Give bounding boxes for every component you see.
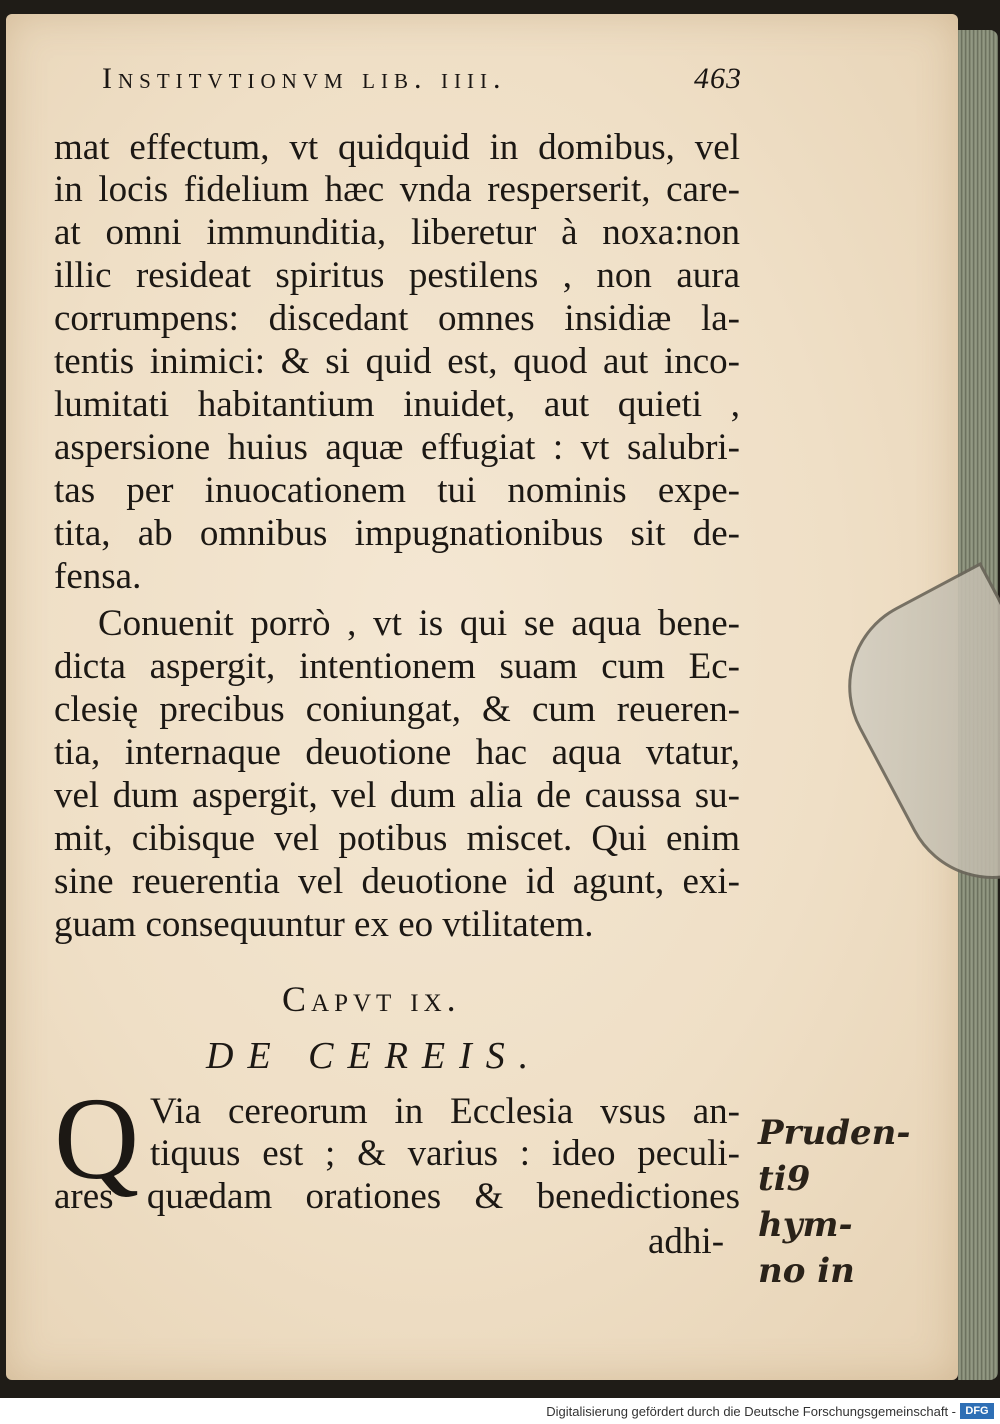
dfg-logo: DFG	[960, 1403, 994, 1419]
text-line: tas per inuocationem tui nominis expe-	[54, 470, 740, 511]
text-line: corrumpens: discedant omnes insidiæ la-	[54, 298, 740, 339]
text-line: tita, ab omnibus impugnationibus sit de-	[54, 513, 740, 554]
footer-credit: Digitalisierung gefördert durch die Deutsche Forschungsgemeinschaft -	[546, 1404, 956, 1419]
text-line: guam consequuntur ex eo vtilitatem.	[54, 904, 594, 945]
text-line: illic resideat spiritus pestilens , non aura	[54, 255, 740, 296]
text-line: fensa.	[54, 556, 142, 597]
footer-bar	[0, 1398, 1000, 1424]
text-line: tentis inimici: & si quid est, quod aut inco-	[54, 341, 740, 382]
chapter-heading-text: Capvt ix.	[282, 979, 461, 1019]
running-header	[102, 62, 742, 96]
chapter-subtitle: DE CEREIS.	[206, 1035, 543, 1077]
drop-cap: Q	[54, 1073, 140, 1204]
chapter-line: Via cereorum in Ecclesia vsus an-	[150, 1091, 740, 1132]
running-title: Institvtionvm lib. iiii.	[102, 62, 507, 95]
text-line: lumitati habitantium inuidet, aut quieti ,	[54, 384, 740, 425]
text-line: aspersione huius aquæ effugiat : vt salubri-	[54, 427, 740, 468]
text-line: at omni immunditia, liberetur à noxa:non	[54, 212, 740, 253]
chapter-line: tiquus est ; & varius : ideo peculi-	[150, 1133, 740, 1174]
text-line: tia, internaque deuotione hac aqua vtatur,	[54, 732, 740, 773]
text-line: mit, cibisque vel potibus miscet. Qui enim	[54, 818, 740, 859]
text-line: mat effectum, vt quidquid in domibus, vel	[54, 127, 740, 168]
text-line: Conuenit porrò , vt is qui se aqua bene-	[98, 603, 740, 644]
text-line: vel dum aspergit, vel dum alia de caussa su-	[54, 775, 740, 816]
text-line: dicta aspergit, intentionem suam cum Ec-	[54, 646, 740, 687]
text-line: clesię precibus coniungat, & cum reueren-	[54, 689, 740, 730]
catchword: adhi-	[648, 1221, 725, 1262]
margin-note: Pruden- ti9 hym- no in	[758, 1113, 911, 1291]
chapter-line: ares quædam orationes & benedictiones	[54, 1176, 740, 1217]
text-line: in locis fidelium hæc vnda resperserit, care-	[54, 169, 740, 210]
text-line: sine reuerentia vel deuotione id agunt, exi-	[54, 861, 740, 902]
page-number: 463	[694, 62, 742, 95]
